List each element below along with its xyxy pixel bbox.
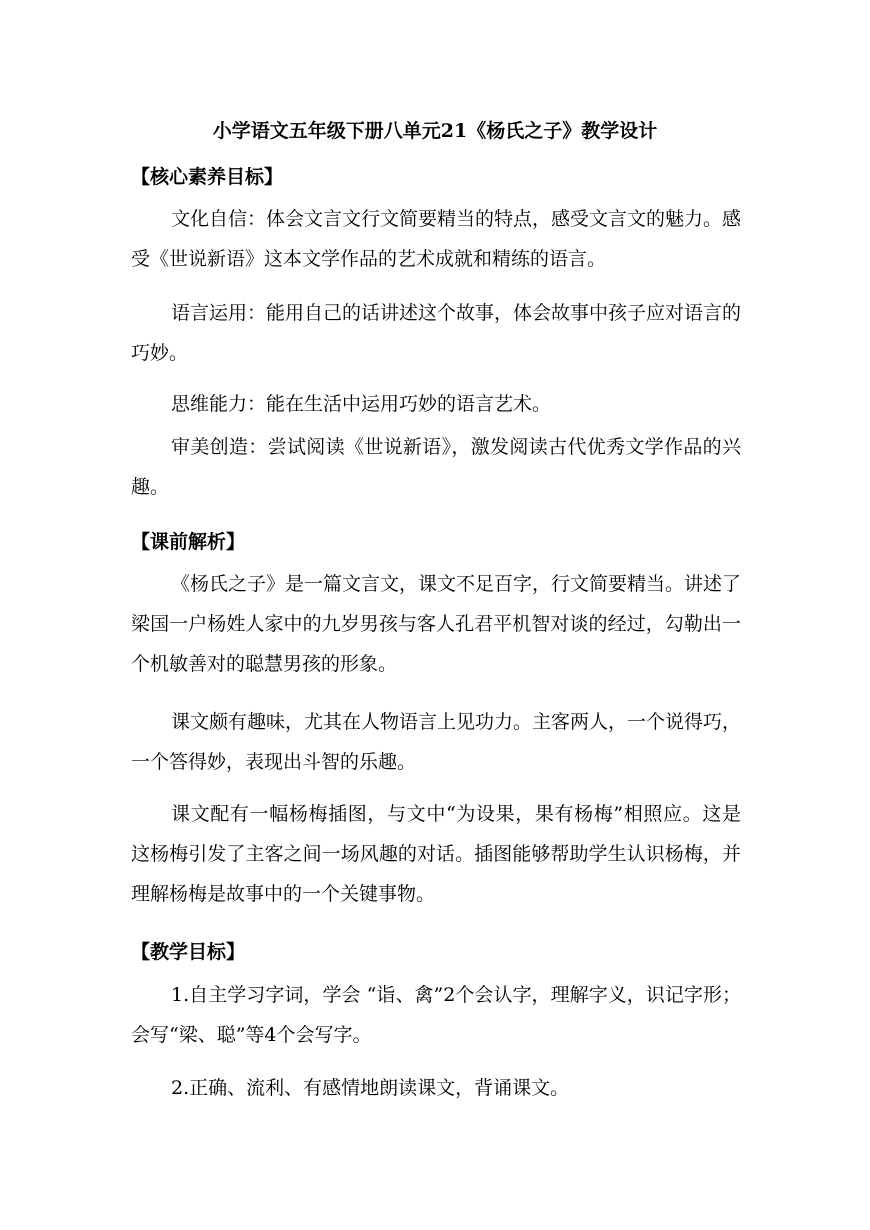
paragraph-language-use: 语言运用：能用自己的话讲述这个故事，体会故事中孩子应对语言的巧妙。 xyxy=(131,302,742,364)
document-title: 小学语文五年级下册八单元21《杨氏之子》教学设计 xyxy=(212,120,658,142)
paragraph-goal-1: 1.自主学习字词，学会 “诣、禽”2个会认字，理解字义，识记字形；会写“梁、聪”等4个会写字。 xyxy=(131,984,741,1046)
paragraph-thinking-ability: 思维能力：能在生活中运用巧妙的语言艺术。 xyxy=(171,393,552,415)
section-heading-teaching-goals: 【教学目标】 xyxy=(131,941,246,963)
paragraph-aesthetic-creation: 审美创造：尝试阅读《世说新语》，激发阅读古代优秀文学作品的兴趣。 xyxy=(131,436,741,498)
paragraph-illustration: 课文配有一幅杨梅插图，与文中“为设果，果有杨梅”相照应。这是这杨梅引发了主客之间一场风趣的对话。插图能够帮助学生认识杨梅，并理解杨梅是故事中的一个关键事物。 xyxy=(131,803,741,905)
paragraph-text-interest: 课文颇有趣味，尤其在人物语言上见功力。主客两人，一个说得巧，一个答得妙，表现出斗智的乐趣。 xyxy=(131,711,742,773)
paragraph-goal-2: 2.正确、流利、有感情地朗读课文，背诵课文。 xyxy=(171,1077,570,1099)
section-heading-core-goals: 【核心素养目标】 xyxy=(131,166,284,188)
paragraph-text-overview: 《杨氏之子》是一篇文言文，课文不足百字，行文简要精当。讲述了梁国一户杨姓人家中的九岁男孩与客人孔君平机智对谈的经过，勾勒出一个机敏善对的聪慧男孩的形象。 xyxy=(131,573,742,675)
section-heading-pre-class-analysis: 【课前解析】 xyxy=(131,531,246,553)
paragraph-cultural-confidence: 文化自信：体会文言文行文简要精当的特点，感受文言文的魅力。感受《世说新语》这本文学作品的艺术成就和精练的语言。 xyxy=(131,208,742,270)
